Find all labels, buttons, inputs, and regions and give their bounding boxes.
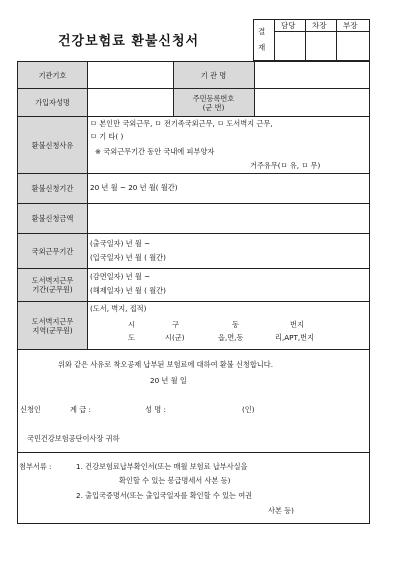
label-remote-period-line2: 기간(군무원) bbox=[32, 285, 73, 294]
attachment-1-line1: 1. 건강보험료납부확인서(또는 매월 보험료 납부사실을 bbox=[76, 462, 248, 471]
region-col-dong: 동 bbox=[232, 320, 239, 329]
row-divider bbox=[17, 452, 370, 453]
label-abroad-period: 국외근무기간 bbox=[31, 246, 74, 256]
reason-dependent-note: ※ 국외근무기간 동안 국내에 피부양자 bbox=[95, 147, 215, 156]
attachment-2-line2: 사본 등) bbox=[268, 506, 294, 515]
abroad-arrival-field[interactable]: (입국일자) 년 월 ( 월간) bbox=[90, 253, 166, 262]
label-remote-region bbox=[18, 302, 87, 349]
attachment-1-line2: 확인할 수 있는 봉급명세서 사본 등) bbox=[119, 476, 231, 485]
label-resident-number-line1: 주민등록번호 bbox=[192, 93, 235, 103]
region-type: (도서, 벽지, 접적) bbox=[90, 304, 147, 313]
region-col-do: 도 bbox=[128, 333, 135, 342]
label-refund-reason: 환불신청사유 bbox=[31, 140, 74, 150]
reason-residence-check[interactable]: 거주유무(ㅁ 유, ㅁ 무) bbox=[250, 161, 321, 170]
subscriber-name-field[interactable] bbox=[88, 89, 173, 116]
label-remote-region-line2: 지역(군무원) bbox=[32, 325, 73, 335]
statement-text: 위와 같은 사유로 착오공제 납부된 보험료에 대하여 환불 신청합니다. bbox=[58, 360, 273, 369]
reason-options-line1[interactable]: ㅁ 본인만 국외근무, ㅁ 전기족국외근무, ㅁ 도서벽지 근무, bbox=[90, 119, 273, 128]
label-refund-period: 환불신청기간 bbox=[31, 184, 74, 193]
attachments-label: 첨부서류 : bbox=[19, 462, 52, 471]
statement-date[interactable]: 20 년 월 일 bbox=[150, 376, 187, 385]
region-col-sigun: 시(군) bbox=[165, 333, 185, 342]
approval-divider bbox=[274, 19, 275, 61]
region-col-bunji: 번지 bbox=[290, 320, 304, 329]
approval-role-staff: 담당 bbox=[281, 21, 296, 30]
label-remote-period-line1: 도서벽지근무 bbox=[31, 276, 74, 285]
label-resident-number-line2: (군 번) bbox=[202, 102, 225, 112]
abroad-departure-field[interactable]: (출국일자) 년 월 ~ bbox=[90, 239, 151, 248]
label-subscriber-name: 가입자성명 bbox=[35, 98, 70, 107]
label-remote-period bbox=[18, 269, 87, 301]
row-divider bbox=[17, 349, 370, 350]
form-title: 건강보험료 환불신청서 bbox=[58, 34, 200, 49]
addressee: 국민건강보험공단이사장 귀하 bbox=[27, 434, 120, 443]
rank-field[interactable]: 계 급 : bbox=[70, 405, 91, 414]
approval-gyeol: 결 bbox=[258, 27, 266, 36]
attachment-2-line1: 2. 출입국증명서(또는 출입국일자를 확인할 수 있는 여권 bbox=[76, 491, 253, 500]
approval-jae: 재 bbox=[258, 43, 266, 52]
region-col-si: 시 bbox=[128, 320, 135, 329]
region-col-ri: 리,APT,번지 bbox=[275, 333, 315, 342]
remote-release-field[interactable]: (해제일자) 년 월 ( 월간) bbox=[90, 286, 166, 295]
approval-divider bbox=[336, 19, 337, 61]
label-refund-amount: 환불신청금액 bbox=[31, 214, 74, 223]
approval-divider bbox=[305, 19, 306, 61]
applicant-label: 신청인 bbox=[20, 405, 41, 414]
label-institution-name: 기 관 명 bbox=[200, 70, 227, 80]
institution-name-field[interactable] bbox=[255, 62, 369, 88]
label-remote-region-line1: 도서벽지근무 bbox=[31, 316, 74, 326]
region-col-gu: 구 bbox=[172, 320, 179, 329]
reason-other-line[interactable]: ㅁ 기 타( ) bbox=[90, 132, 124, 141]
remote-reduction-field[interactable]: (감면일자) 년 월 ~ bbox=[90, 272, 151, 281]
approval-divider bbox=[274, 31, 370, 32]
approval-role-manager: 부장 bbox=[343, 21, 358, 30]
region-col-eupmyeon: 읍,면,동 bbox=[218, 333, 244, 342]
label-resident-number bbox=[173, 89, 254, 116]
name-field[interactable]: 성 명 : bbox=[145, 405, 166, 414]
approval-role-deputy: 차장 bbox=[312, 21, 327, 30]
institution-code-field[interactable] bbox=[88, 62, 173, 88]
label-institution-code: 기관기호 bbox=[38, 70, 67, 80]
refund-amount-field[interactable] bbox=[88, 204, 369, 233]
refund-period-field[interactable]: 20 년 월 ~ 20 년 월( 월간) bbox=[90, 183, 178, 192]
seal-mark: (인) bbox=[242, 405, 255, 414]
resident-number-field[interactable] bbox=[255, 89, 369, 116]
